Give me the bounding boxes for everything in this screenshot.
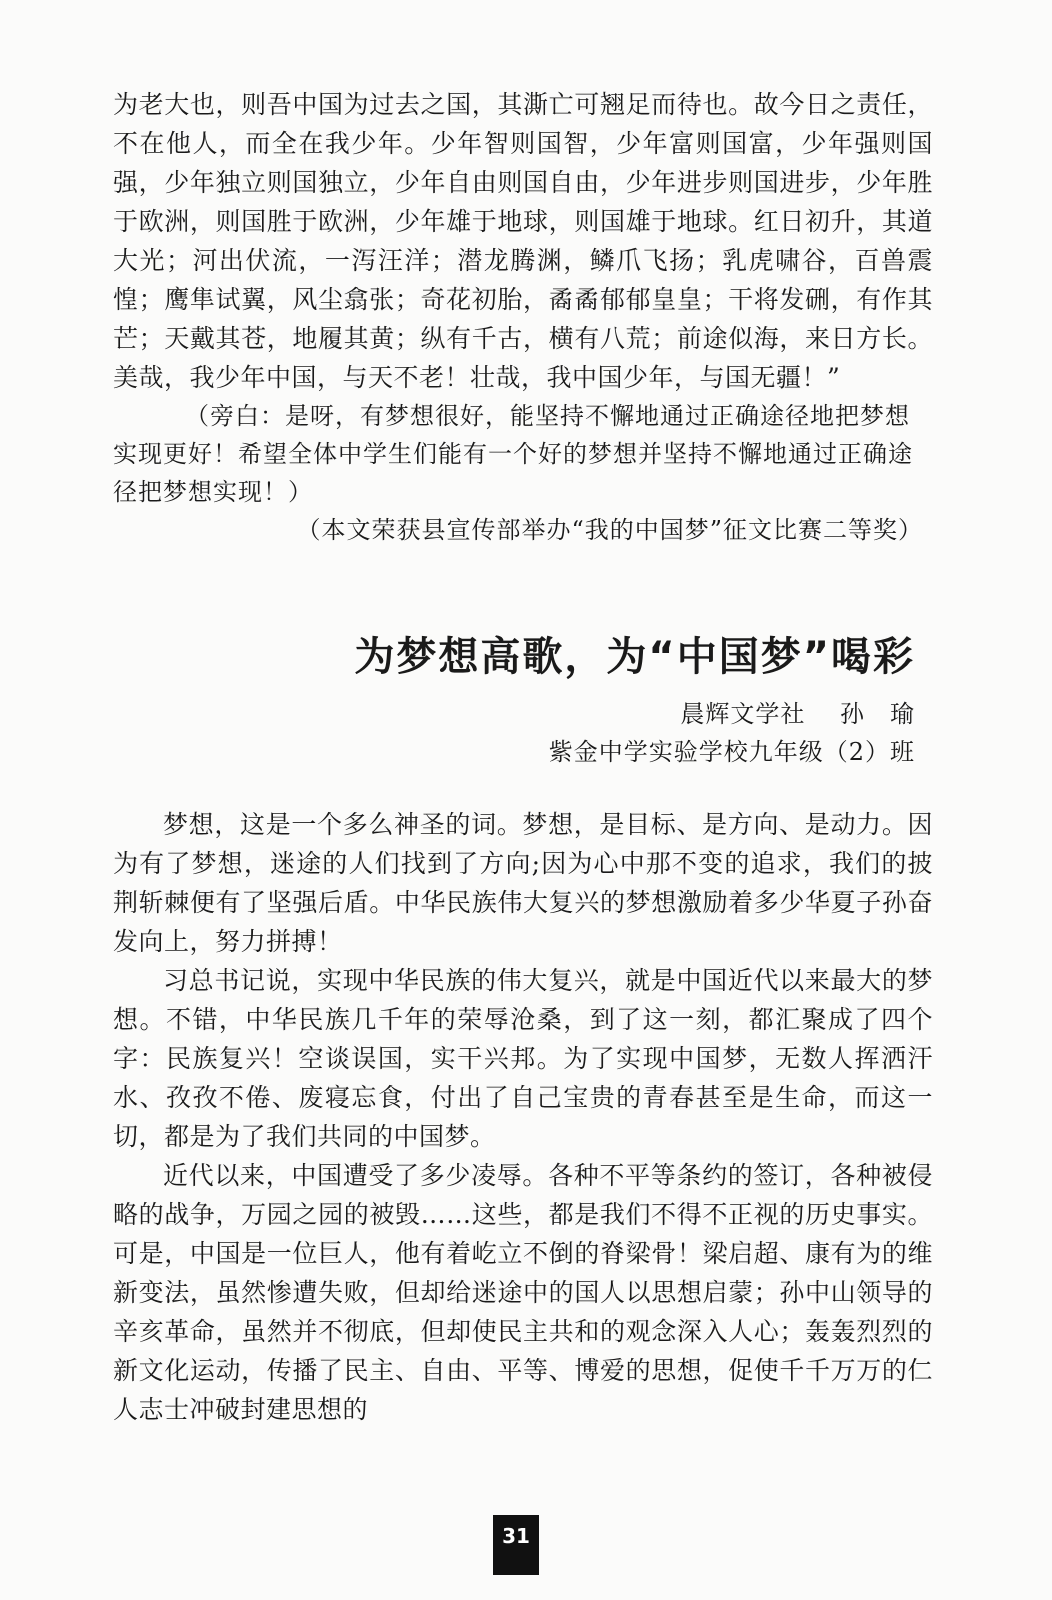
previous-article-paragraph: 为老大也，则吾中国为过去之国，其澌亡可翘足而待也。故今日之责任，不在他人，而全在我少年。少年智则国智，少年富则国富，少年强则国强，少年独立则国独立，少年自由则国自由，少年进步则国进步，少年胜于欧洲，则国胜于欧洲，少年雄于地球，则国雄于地球。红日初升，其道大光；河出伏流，一泻汪洋；潜龙腾渊，鳞爪飞扬；乳虎啸谷，百兽震惶；鹰隼试翼，风尘翕张；奇花初胎，矞矞郁郁皇皇；干将发硎，有作其芒；天戴其苍，地履其黄；纵有千古，横有八荒；前途似海，来日方长。美哉，我少年中国，与天不老！壮哉，我中国少年，与国无疆！” — [113, 90, 933, 392]
page-content — [113, 85, 933, 1429]
author-name: 孙 瑜 — [840, 700, 915, 728]
literary-club: 晨辉文学社 — [680, 700, 806, 728]
article-paragraph: 近代以来，中国遭受了多少凌辱。各种不平等条约的签订，各种被侵略的战争，万园之园的被毁……这些，都是我们不得不正视的历史事实。可是，中国是一位巨人，他有着屹立不倒的脊梁骨！梁启超、康有为的维新变法，虽然惨遭失败，但却给迷途中的国人以思想启蒙；孙中山领导的辛亥革命，虽然并不彻底，但却使民主共和的观念深入人心；轰轰烈烈的新文化运动，传播了民主、自由、平等、博爱的思想，促使千千万万的仁人志士冲破封建思想的 — [113, 1161, 933, 1424]
page-number: 31 — [493, 1515, 539, 1575]
aside-note: （旁白：是呀，有梦想很好，能坚持不懈地通过正确途径地把梦想实现更好！希望全体中学生们能有一个好的梦想并坚持不懈地通过正确途径把梦想实现！） — [113, 402, 913, 506]
author-line — [113, 695, 915, 733]
author-school: 紫金中学实验学校九年级（2）班 — [548, 738, 915, 766]
article-paragraph: 梦想，这是一个多么神圣的词。梦想，是目标、是方向、是动力。因为有了梦想，迷途的人们找到了方向;因为心中那不变的追求，我们的披荆斩棘便有了坚强后盾。中华民族伟大复兴的梦想激励着多少华夏子孙奋发向上，努力拼搏！ — [113, 810, 933, 956]
article-body — [113, 805, 933, 1429]
award-note: （本文荣获县宣传部举办“我的中国梦”征文比赛二等奖） — [296, 516, 923, 544]
article-title: 为梦想高歌，为“中国梦”喝彩 — [354, 634, 915, 680]
article-paragraph: 习总书记说，实现中华民族的伟大复兴，就是中国近代以来最大的梦想。不错，中华民族几千年的荣辱沧桑，到了这一刻，都汇聚成了四个字：民族复兴！空谈误国，实干兴邦。为了实现中国梦，无数人挥洒汗水、孜孜不倦、废寝忘食，付出了自己宝贵的青春甚至是生命，而这一切，都是为了我们共同的中国梦。 — [113, 966, 933, 1151]
